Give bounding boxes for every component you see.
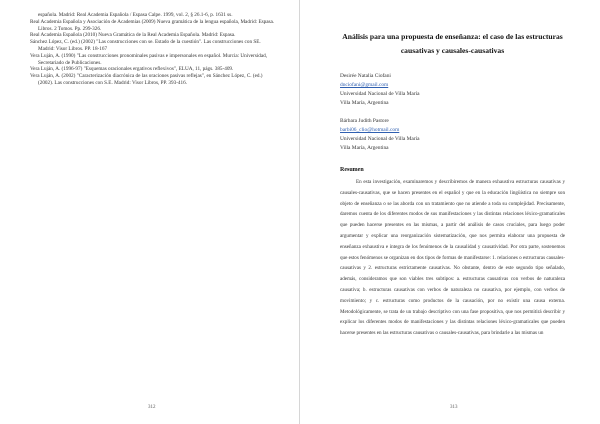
right-page [300,0,600,424]
reference-entry: Vera Luján, A. (2002) "Caracterización diacrónica de las oraciones pasivas reflejas", en Sánchez López, C. (ed.) (2002). Las construcciones con S.E. Madrid: Visor Libros, PP. 393-416. [30,73,263,86]
reference-entry: Vera Luján, A. (1996-97) "Esquemas oracionales ergativos reflexivos", ELUA, 11, págs. 385-409. [30,66,234,73]
reference-entry: española. Madrid: Real Academia Española / Espasa Calpe. 1999, vol. 2, § 26.1-6, p. 1631 ss. [38,12,233,18]
reference-entry: Real Academia Española y Asociación de Academias (2009) Nueva gramática de la lengua española, Madrid: Espasa. Libros. 2 Tomos. Pp. 299-326. [30,18,275,32]
author1-place: Villa María, Argentina [340,100,389,106]
article-title: Análisis para una propuesta de enseñanza: el caso de las estructuras causativas y causales-causativas [342,32,563,55]
abstract-heading: Resumen [340,167,364,173]
reference-list [30,12,275,87]
article [340,30,565,339]
right-page-number: 313 [450,405,458,410]
author-block [340,72,565,153]
reference-entry: Vera Luján, A. (1990) "Las construcciones pronominales pasivas e impersonales en español. Murcia: Universidad, Secretariado de Publicaciones. [30,52,268,66]
author1-email-link[interactable]: dnciofani@gmail.com [340,82,389,88]
author2-email-link[interactable]: barbi06_clio@hotmail.com [340,127,400,133]
author2-institution: Universidad Nacional de Villa María [340,136,420,142]
author1-name: Desirée Natalia Ciofani [340,73,391,79]
author1-institution: Universidad Nacional de Villa María [340,91,420,97]
author-spacer [340,108,565,117]
author2-place: Villa María, Argentina [340,145,389,151]
reference-entry: Sánchez López, C. (ed.) (2002) "Las construcciones con se. Estado de la cuestión". Las construcciones con SE. Madrid: Visor Libros. PP. 18-167 [30,39,261,52]
reference-entry: Real Academia Española (2010) Nueva Gramática de la Real Academia Española. Madrid: Espasa. [30,32,236,39]
left-page-number: 312 [148,405,156,410]
author2-name: Bárbara Judith Pastore [340,118,389,124]
abstract-paragraph: En esta investigación, examinaremos y describiremos de manera exhaustiva estructuras causativas y causales-causativas, que se hacen presentes en el español y que en la educación lingüística no siempre son objeto de enseñanza o se las aborda con un tratamiento que no atiende a toda su complejidad. Precisamente, daremos cuenta de los diferentes modos de sus manifestaciones y las distintas relaciones léxico-gramaticales que pueden hacerse presentes en las mismas, a partir del análisis de casos cruciales, para luego poder argumentar y explicar una reorganización sistematización, que nos permita elaborar una propuesta de enseñanza exhaustiva e íntegra de los fenómenos de la causalidad y causatividad. Por otra parte, sostenemos que estos fenómenos se organizan en dos tipos de formas de manifestarse: 1. relaciones o estructuras causales-causativas y 2. estructuras estrictamente causativas. No obstante, dentro de este segundo tipo señalado, además, consideramos que son viables tres subtipos: a. estructuras causativas con verbos de naturaleza causativa; b. estructuras causativas con verbos de naturaleza no causativa, por ejemplo, con verbos de movimiento; y c. estructuras como productos de la causación, por no existir una causa externa. Metodológicamente, se trata de un trabajo descriptivo con una fase propositiva, que nos permitirá describir y explicar los diferentes modos de manifestaciones y las distintas relaciones léxico-gramaticales que pueden hacerse presentes en las estructuras causativas o causales-causativas, para brindarle a las mismas un [340,179,565,337]
abstract-body [340,177,565,339]
